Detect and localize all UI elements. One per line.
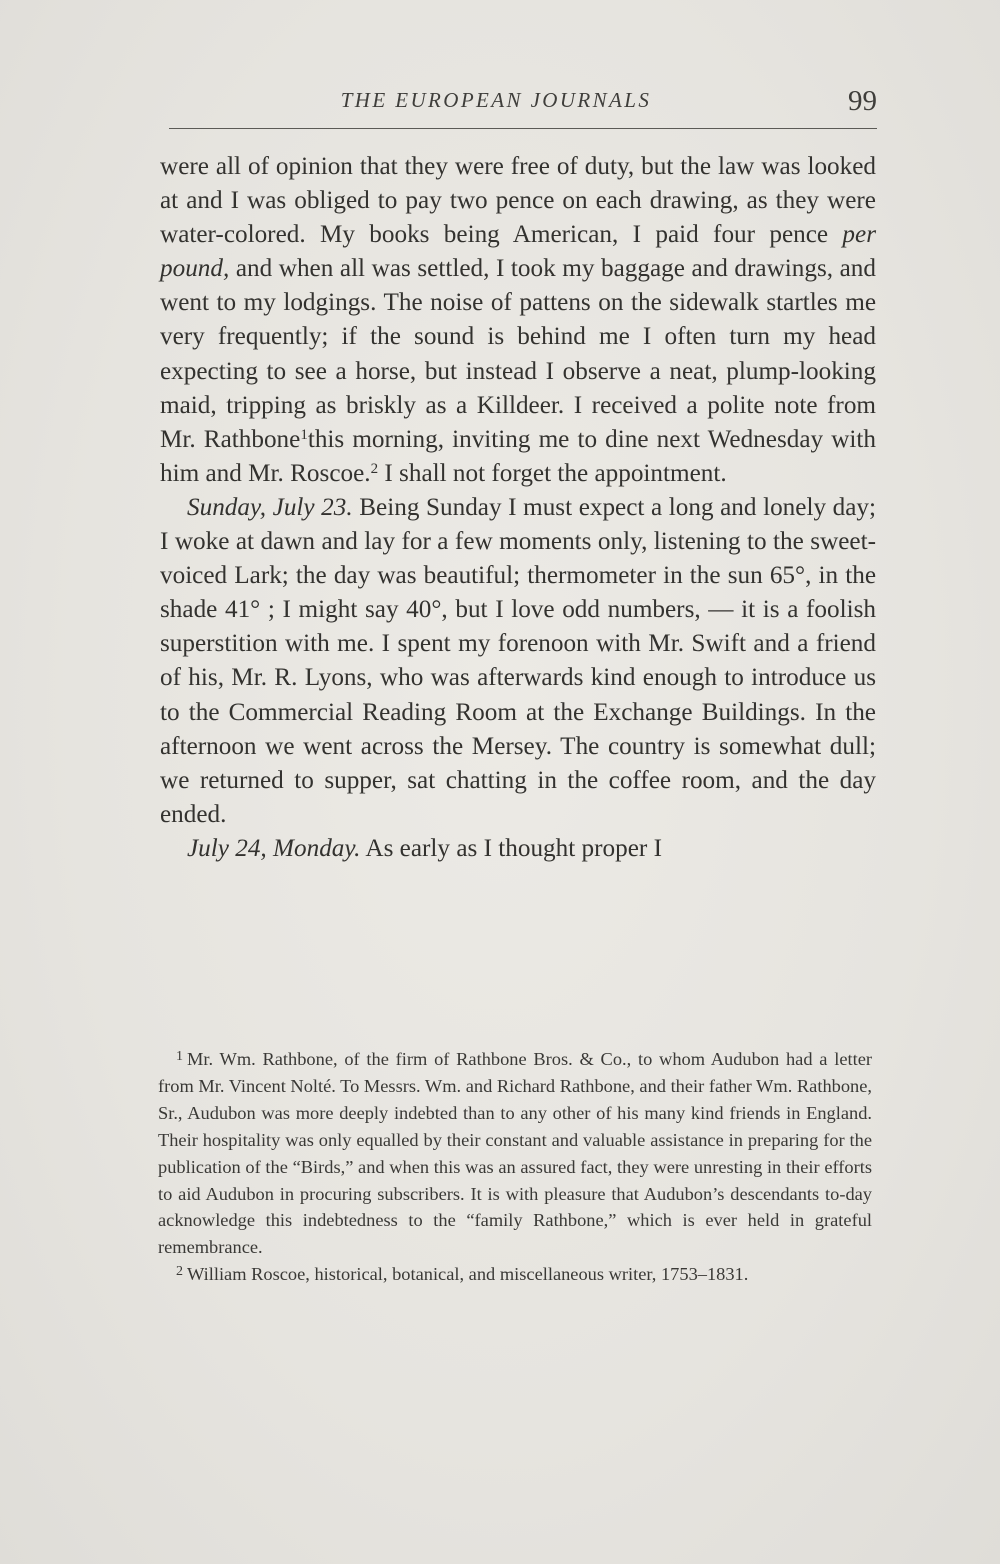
footnote-text: William Roscoe, historical, botanical, and miscellaneous writer, 1753–1831. bbox=[187, 1264, 749, 1285]
italic-phrase: per pound, bbox=[160, 221, 876, 283]
footnote-text: Mr. Wm. Rathbone, of the firm of Rathbone Bros. & Co., to whom Audubon had a letter from Mr. Vincent Nolté. To Messrs. Wm. and Richard Rathbone, and their father Wm. Rathbone, Sr., Audubon was more deeply indebted than to any other of his many kind friends in England. Their hospitality was only equalled by their constant and valuable assistance in preparing for the publication of the “Birds,” and when this was an assured fact, they were unresting in their efforts to aid Audubon in procuring subscribers. It is with pleasure that Audubon’s descendants to-day acknowledge this indebtedness to the “family Rathbone,” which is ever held in grateful remembrance. bbox=[158, 1049, 872, 1258]
footnote-number: 1 bbox=[176, 1049, 183, 1064]
dateline: July 24, Monday. bbox=[187, 834, 361, 862]
header-rule bbox=[169, 128, 877, 129]
dateline: Sunday, July 23. bbox=[187, 493, 353, 521]
paragraph bbox=[160, 491, 876, 832]
paragraph-text: I shall not forget the appointment. bbox=[378, 459, 727, 487]
footnote bbox=[158, 1261, 872, 1288]
footnote-ref-1: 1 bbox=[300, 426, 308, 443]
paragraph-text: were all of opinion that they were free of duty, but the law was looked at and I was obliged to pay two pence on each drawing, as they were water-colored. My books being American, I paid four pence bbox=[160, 153, 876, 249]
running-head: THE EUROPEAN JOURNALS bbox=[340, 88, 652, 112]
paragraph-text: this morning, inviting me to dine next Wednesday with him and Mr. Roscoe. bbox=[160, 425, 876, 487]
paragraph-text: Being Sunday I must expect a long and lonely day; I woke at dawn and lay for a few moments only, listening to the sweet-voiced Lark; the day was beautiful; thermometer in the sun 65°, in the shade 41° ; I might say 40°, but I love odd numbers, — it is a foolish superstition with me. I spent my forenoon with Mr. Swift and a friend of his, Mr. R. Lyons, who was afterwards kind enough to introduce us to the Commercial Reading Room at the Exchange Buildings. In the afternoon we went across the Mersey. The country is somewhat dull; we returned to supper, sat chatting in the coffee room, and the day ended. bbox=[160, 493, 876, 828]
body-text bbox=[160, 150, 876, 866]
footnote-ref-2: 2 bbox=[370, 460, 379, 477]
footnotes bbox=[158, 1046, 872, 1288]
page-number: 99 bbox=[848, 85, 877, 117]
paragraph-text: and when all was settled, I took my baggage and drawings, and went to my lodgings. The noise of pattens on the sidewalk startles me very frequently; if the sound is behind me I often turn my head expecting to see a horse, but instead I observe a neat, plump-looking maid, tripping as briskly as a Killdeer. I received a polite note from Mr. Rathbone bbox=[160, 255, 876, 453]
footnote bbox=[158, 1046, 872, 1261]
paragraph bbox=[160, 150, 876, 491]
paragraph bbox=[160, 832, 876, 866]
footnote-number: 2 bbox=[176, 1264, 183, 1280]
paragraph-text: As early as I thought proper I bbox=[360, 834, 662, 862]
page-header bbox=[169, 85, 877, 124]
